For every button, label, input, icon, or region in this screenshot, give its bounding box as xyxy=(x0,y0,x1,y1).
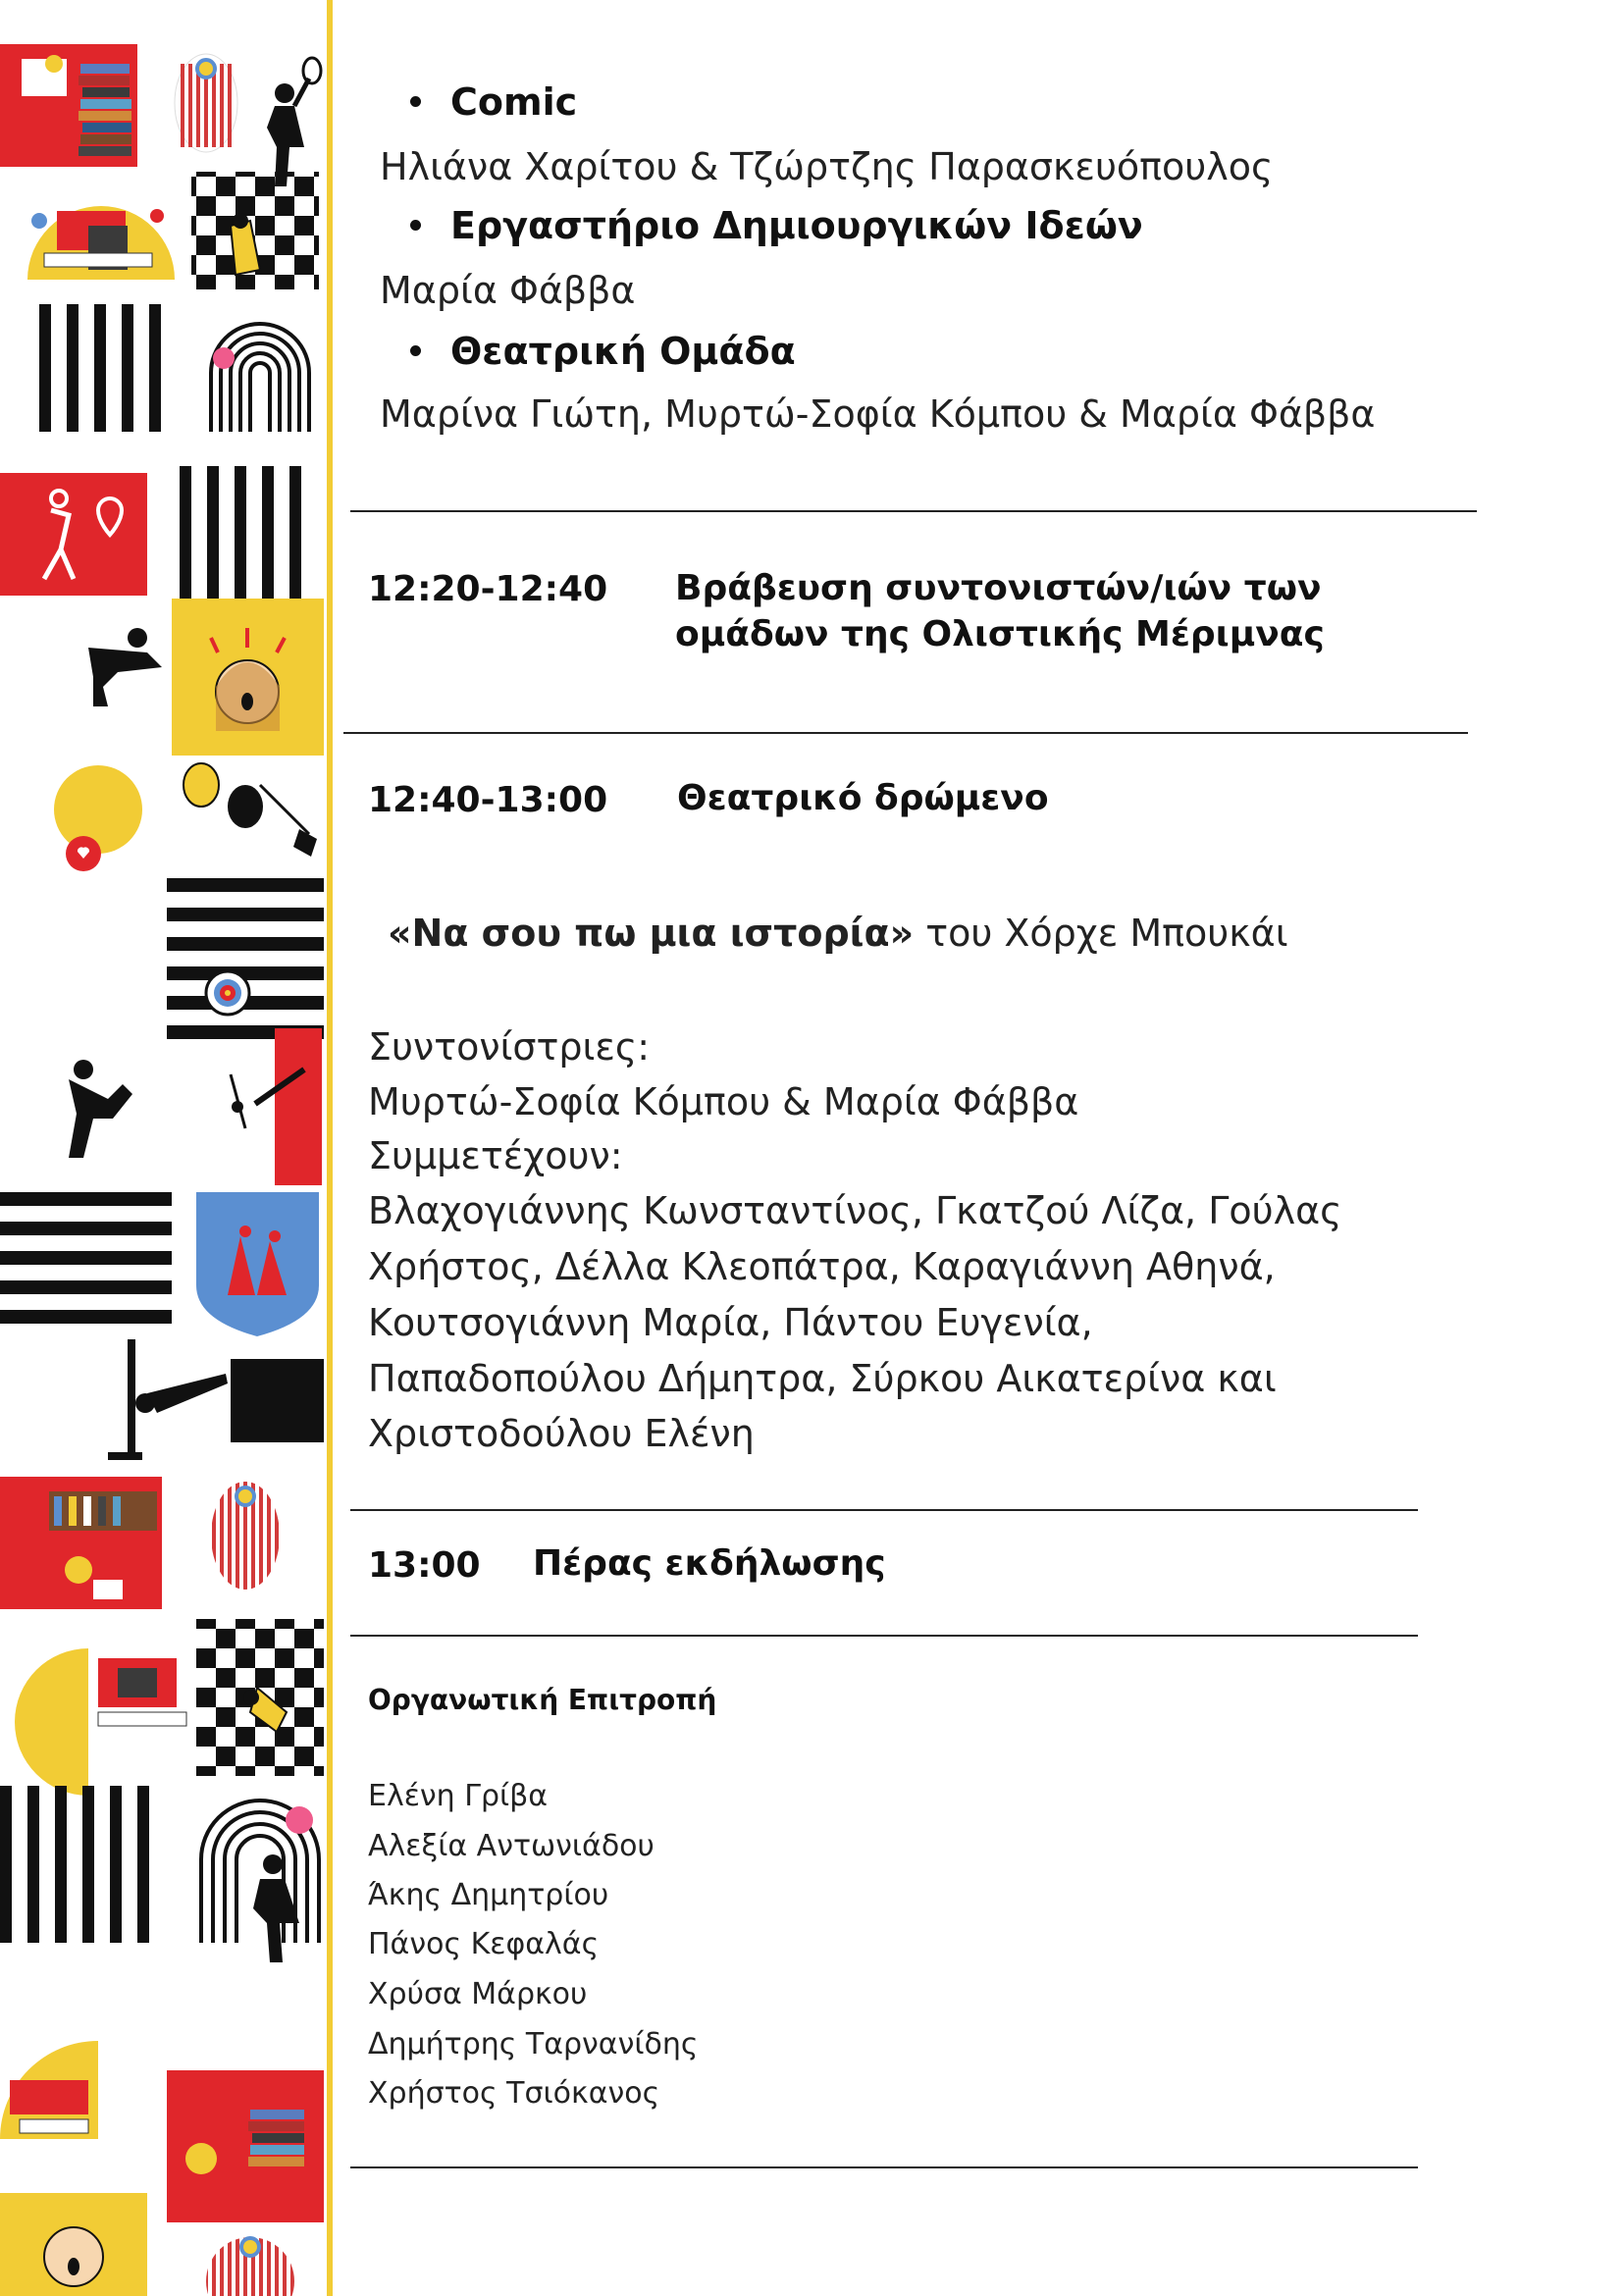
committee-member: Ελένη Γρίβα xyxy=(368,1779,549,1813)
bullet-icon xyxy=(410,220,421,231)
schedule-time: 12:40-13:00 xyxy=(368,780,608,820)
committee-member: Χρύσα Μάρκου xyxy=(368,1977,588,2011)
participants-line: Κουτσογιάννη Μαρία, Πάντου Ευγενία, xyxy=(368,1301,1093,1344)
group-names: Μαρία Φάββα xyxy=(380,269,636,312)
committee-member: Χρήστος Τσιόκανος xyxy=(368,2076,660,2111)
schedule-event-line: Βράβευση συντονιστών/ιών των xyxy=(675,568,1322,608)
participants-label: Συμμετέχουν: xyxy=(368,1134,623,1177)
group-item xyxy=(410,204,1143,247)
participants-line: Παπαδοπούλου Δήμητρα, Σύρκου Αικατερίνα και xyxy=(368,1357,1277,1400)
schedule-time: 13:00 xyxy=(368,1545,481,1586)
committee-title: Οργανωτική Επιτροπή xyxy=(368,1684,717,1716)
committee-member: Πάνος Κεφαλάς xyxy=(368,1927,600,1961)
committee-member: Αλεξία Αντωνιάδου xyxy=(368,1829,655,1863)
schedule-event: Πέρας εκδήλωσης xyxy=(533,1543,886,1584)
section-divider xyxy=(343,732,1468,734)
committee-member: Δημήτρης Ταρνανίδης xyxy=(368,2027,699,2061)
bullet-icon xyxy=(410,345,421,356)
committee-member: Άκης Δημητρίου xyxy=(368,1878,609,1912)
play-author: του Χόρχε Μπουκάι xyxy=(914,912,1288,955)
section-divider xyxy=(350,2166,1418,2168)
section-divider xyxy=(350,1635,1418,1637)
schedule-event xyxy=(675,565,1325,657)
group-item xyxy=(410,80,577,124)
group-role: Θεατρική Ομάδα xyxy=(450,330,796,373)
group-role: Εργαστήριο Δημιουργικών Ιδεών xyxy=(450,204,1143,247)
play-title-text: «Να σου πω μια ιστορία» xyxy=(388,912,915,955)
bullet-icon xyxy=(410,96,421,107)
group-names: Ηλιάνα Χαρίτου & Τζώρτζης Παρασκευόπουλος xyxy=(380,145,1274,188)
participants-line: Βλαχογιάννης Κωνσταντίνος, Γκατζού Λίζα, Γούλας xyxy=(368,1189,1342,1232)
group-role: Comic xyxy=(450,80,578,124)
schedule-event: Θεατρικό δρώμενο xyxy=(677,778,1049,818)
schedule-event-line: ομάδων της Ολιστικής Μέριμνας xyxy=(675,614,1325,654)
group-item xyxy=(410,330,796,373)
group-names: Μαρίνα Γιώτη, Μυρτώ-Σοφία Κόμπου & Μαρία Φάββα xyxy=(380,392,1376,436)
coordinators-label: Συντονίστριες: xyxy=(368,1025,651,1069)
section-divider xyxy=(350,510,1477,512)
participants-line: Χριστοδούλου Ελένη xyxy=(368,1412,755,1455)
coordinators: Μυρτώ-Σοφία Κόμπου & Μαρία Φάββα xyxy=(368,1080,1079,1123)
schedule-time: 12:20-12:40 xyxy=(368,569,608,609)
participants-line: Χρήστος, Δέλλα Κλεοπάτρα, Καραγιάννη Αθηνά, xyxy=(368,1245,1276,1288)
section-divider xyxy=(350,1509,1418,1511)
play-title xyxy=(388,911,1288,956)
